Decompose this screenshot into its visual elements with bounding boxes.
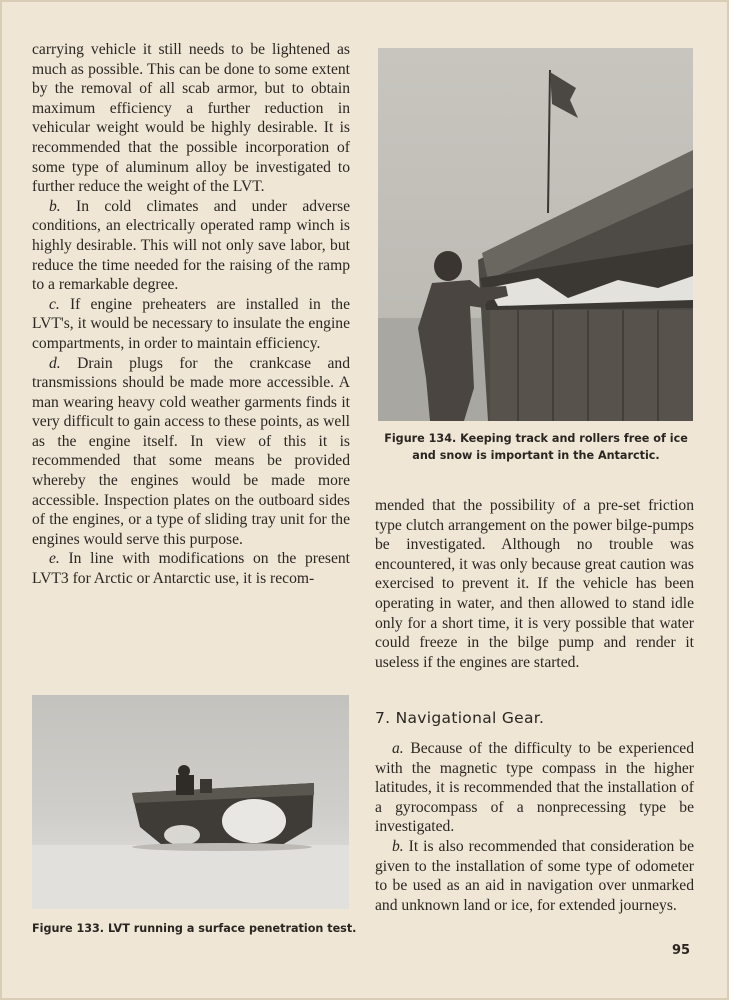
paragraph-nav-b-text: It is also recommended that consideration be given to the installation of some type of odometer to be used as an aid in navigation over unmarked and unknown land or ice, for extended journeys. — [375, 837, 694, 914]
paragraph-e-text: In line with modifications on the present LVT3 for Arctic or Antarctic use, it is recom- — [32, 550, 350, 588]
figure-134-caption: Figure 134. Keeping track and rollers free of ice and snow is important in the Antarctic. — [384, 432, 688, 462]
paragraph-d — [32, 354, 350, 550]
paragraph-e — [32, 549, 350, 588]
item-label-nav-a: a. — [392, 740, 404, 757]
left-text-column — [32, 40, 350, 589]
figure-134-illustration — [378, 48, 693, 421]
paragraph-d-text: Drain plugs for the crankcase and transmissions should be made more accessible. A man wearing heavy cold weather garments finds it very difficult to gain access to these points, as well as the engine itself. In view of this it is recommended that some means be provided whereby the engines would be made more accessible. Inspection plates on the outboard sides of the engines, or a type of sliding tray unit for the engines would serve this purpose. — [32, 354, 350, 548]
item-label-b: b. — [49, 197, 61, 215]
section-heading: 7. Navigational Gear. — [375, 709, 545, 727]
paragraph-nav-b — [375, 837, 694, 915]
right-text-column-section — [375, 739, 694, 915]
figure-133-photo — [32, 695, 349, 909]
paragraph-continuation-right: mended that the possibility of a pre-set friction type clutch arrangement on the power bilge-pumps be investigated. Although no trouble was encountered, it was only because great caution was exercised to prevent it. If the vehicle has been operating in water, and then allowed to stand idle only for a short time, it is very possible that water could freeze in the bilge pump and render it useless if the engines are started. — [375, 497, 694, 671]
item-label-nav-b: b. — [392, 837, 404, 855]
page-number: 95 — [672, 943, 691, 958]
item-label-e: e. — [49, 550, 60, 568]
paragraph-nav-a-text: Because of the difficulty to be experienced with the magnetic type compass in the higher latitudes, it is recommended that the installation of a gyrocompass of a nonprecessing type be investigated. — [375, 740, 694, 836]
right-text-column — [375, 496, 694, 672]
figure-133-caption: Figure 133. LVT running a surface penetration test. — [32, 922, 357, 935]
item-label-d: d. — [49, 354, 61, 372]
paragraph-c — [32, 295, 350, 354]
paragraph-b-text: In cold climates and under adverse conditions, an electrically operated ramp winch is highly desirable. This will not only save labor, but reduce the time needed for the raising of the ramp to a remarkable degree. — [32, 197, 350, 294]
paragraph-c-text: If engine preheaters are installed in the LVT's, it would be necessary to insulate the engine compartments, in order to maintain efficiency. — [32, 295, 350, 352]
paragraph-continuation: carrying vehicle it still needs to be lightened as much as possible. This can be done to some extent by the removal of all scab armor, but to obtain maximum efficiency a further reduction in vehicular weight would be highly desirable. It is recommended that the possible incorporation of some type of aluminum alloy be investigated to further reduce the weight of the LVT. — [32, 41, 350, 196]
paragraph-b — [32, 197, 350, 295]
paragraph-nav-a — [375, 739, 694, 837]
figure-133-illustration — [32, 695, 349, 909]
item-label-c: c. — [49, 295, 60, 313]
figure-134-photo — [378, 48, 693, 421]
